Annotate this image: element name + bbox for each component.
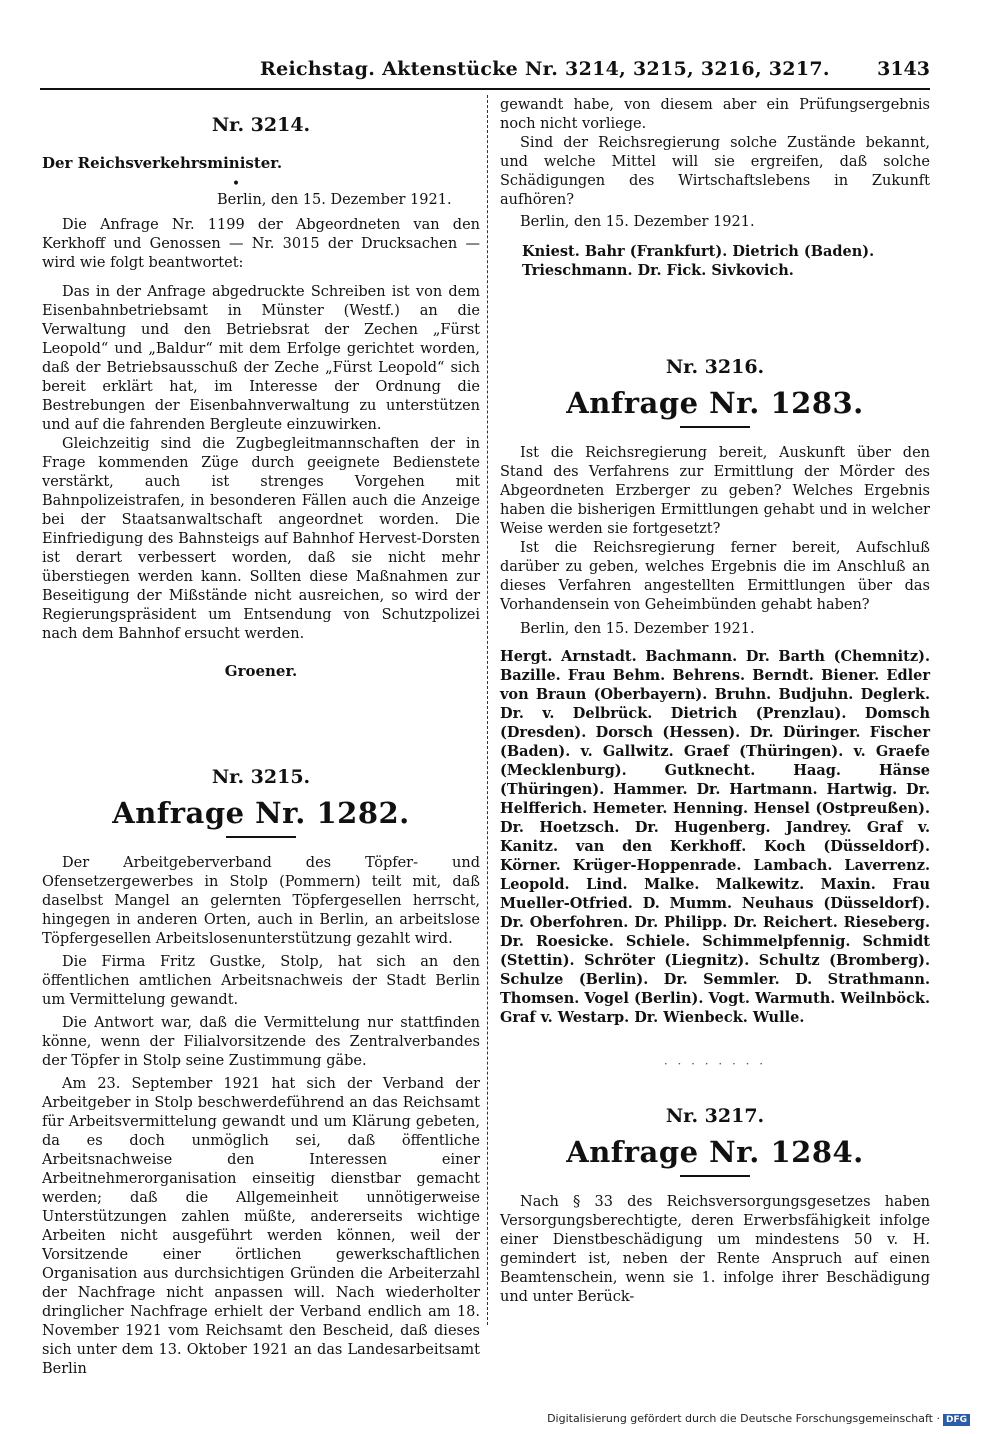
date-line: Berlin, den 15. Dezember 1921. (217, 192, 452, 208)
heading-rule (226, 836, 296, 838)
heading-nr-3214: Nr. 3214. (211, 114, 311, 136)
bullet-mark: • (231, 176, 241, 192)
intro-paragraph: Die Anfrage Nr. 1199 der Abgeordneten van den Kerkhoff und Genossen — Nr. 3015 der Drucksachen — wird wie folgt beantwortet: (42, 217, 480, 271)
heading-anfrage-1282: Anfrage Nr. 1282. (112, 796, 410, 830)
separator-dots: · · · · · · · · (663, 1057, 767, 1071)
header-title: Reichstag. Aktenstücke Nr. 3214, 3215, 3216, 3217. (260, 58, 830, 80)
heading-anfrage-1283: Anfrage Nr. 1283. (566, 386, 864, 420)
page-number: 3143 (877, 58, 930, 80)
continued-paragraph: gewandt habe, von diesem aber ein Prüfungsergebnis noch nicht vorliege. (500, 97, 930, 132)
question-paragraph-4: Am 23. September 1921 hat sich der Verband der Arbeitgeber in Stolp beschwerdeführend an das Reichsamt für Arbeitsvermittelung gewandt und um Klärung gebeten, da es doch unmöglich sei, daß öffentliche Arbeitsnachweise den Interessen einer Arbeitnehmerorganisation einseitig dienstbar gemacht werden; daß die Allgemeinheit unnötigerweise Unterstützungen zahlen müßte, andererseits wichtige Arbeiten nicht ausgeführt werden können, weil der Vorsitzende einer örtlichen gewerkschaftlichen Organisation aus durchsichtigen Gründen die Arbeiterzahl der Nachfrage nicht anpassen will. Nach wiederholter dringlicher Nachfrage erhielt der Verband endlich am 18. November 1921 vom Reichsamt den Bescheid, daß dieses sich unter dem 13. Oktober 1921 an das Landesarbeitsamt Berlin (42, 1076, 480, 1377)
dfg-logo: DFG (943, 1414, 970, 1426)
heading-rule (680, 426, 750, 428)
header-rule (40, 88, 930, 90)
signers-text: Hergt. Arnstadt. Bachmann. Dr. Barth (Chemnitz). Bazille. Frau Behm. Behrens. Berndt. Biener. Edler von Braun (Oberbayern). Bruhn. Budjuhn. Deglerk. Dr. v. Delbrück. Dietrich (Prenzlau). Domsch (Dresden). Dorsch (Hessen). Dr. Düringer. Fischer (Baden). v. Gallwitz. Graef (Thüringen). v. Graefe (Mecklenburg). Gutknecht. Haag. Hänse (Thüringen). Hammer. Dr. Hartmann. Hartwig. Dr. Helfferich. Hemeter. Henning. Hensel (Ostpreußen). Dr. Hoetzsch. Dr. Hugenberg. Jandrey. Graf v. Kanitz. van den Kerkhoff. Koch (Düsseldorf). Körner. Krüger-Hoppenrade. Lambach. Laverrenz. Leopold. Lind. Malke. Malkewitz. Maxin. Frau Mueller-Otfried. D. Mumm. Neuhaus (Düsseldorf). Dr. Oberfohren. Dr. Philipp. Dr. Reichert. Rieseberg. Dr. Roesicke. Schiele. Schimmelpfennig. Schmidt (Stettin). Schröter (Liegnitz). Schultz (Bromberg). Schulze (Berlin). Dr. Semmler. D. Strathmann. Thomsen. Vogel (Berlin). Vogt. Warmuth. Weilnböck. Graf v. Westarp. Dr. Wienbeck. Wulle. (500, 648, 930, 1026)
sender: Der Reichsverkehrsminister. (42, 154, 283, 172)
heading-anfrage-1284: Anfrage Nr. 1284. (566, 1135, 864, 1169)
question-paragraph-3: Die Antwort war, daß die Vermittelung nur stattfinden könne, wenn der Filialvorsitzende des Zentralverbandes der Töpfer in Stolp seine Zustimmung gäbe. (42, 1015, 480, 1069)
answer-paragraph-2: Gleichzeitig sind die Zugbegleitmannschaften der in Frage kommenden Züge durch geeignete Bedienstete verstärkt, auch ist strenges Vorgehen mit Bahnpolizeistrafen, in besonderen Fällen auch die Anzeige bei der Staatsanwaltschaft angeordnet worden. Die Einfriedigung des Bahnsteigs auf Bahnhof Hervest-Dorsten ist derart verbessert worden, daß sie nicht mehr überstiegen werden kann. Sollten diese Maßnahmen zur Beseitigung der Mißstände nicht ausreichen, so wird der Regierungspräsident um Entsendung von Schutzpolizei nach dem Bahnhof ersucht werden. (42, 436, 480, 642)
date-line: Berlin, den 15. Dezember 1921. (520, 621, 755, 637)
signers-list: Kniest. Bahr (Frankfurt). Dietrich (Baden). Trieschmann. Dr. Fick. Sivkovich. (522, 243, 875, 279)
signers-list (500, 647, 930, 1027)
left-column (42, 96, 480, 1379)
answer-paragraph-1: Das in der Anfrage abgedruckte Schreiben ist von dem Eisenbahnbetriebsamt in Münster (Westf.) an die Verwaltung und den Betriebsrat der Zechen „Fürst Leopold“ und „Baldur“ mit dem Erfolge gerichtet worden, daß der Betriebsausschuß der Zeche „Fürst Leopold“ sich bereit erklärt hat, im Interesse der Ordnung die Bestrebungen der Eisenbahnverwaltung zu unterstützen und auf die fahrenden Bergleute einzuwirken. (42, 284, 480, 433)
heading-nr-3216: Nr. 3216. (665, 356, 765, 378)
question-paragraph-2: Ist die Reichsregierung ferner bereit, Aufschluß darüber zu geben, welches Ergebnis die im Anschluß an dieses Verfahren angestellten Ermittlungen über das Vorhandensein von Geheimbünden gehabt haben? (500, 540, 930, 613)
question-paragraph-2: Die Firma Fritz Gustke, Stolp, hat sich an den öffentlichen amtlichen Arbeitsnachweis der Stadt Berlin um Vermittelung gewandt. (42, 954, 480, 1008)
date-line: Berlin, den 15. Dezember 1921. (520, 214, 755, 230)
heading-nr-3215: Nr. 3215. (211, 766, 311, 788)
page-header (40, 58, 930, 88)
heading-nr-3217: Nr. 3217. (665, 1105, 765, 1127)
signature: Groener. (224, 662, 298, 680)
question-paragraph-1: Nach § 33 des Reichsversorgungsgesetzes haben Versorgungsberechtigte, deren Erwerbsfähigkeit infolge einer Dienstbeschädigung um mindestens 50 v. H. gemindert ist, neben der Rente Anspruch auf einen Beamtenschein, wenn sie 1. infolge ihrer Beschädigung und unter Berück- (500, 1194, 930, 1305)
footer (547, 1412, 970, 1426)
column-divider (487, 95, 488, 1325)
question-closing: Sind der Reichsregierung solche Zustände bekannt, und welche Mittel will sie ergreifen, daß solche Schädigungen des Wirtschaftslebens in Zukunft aufhören? (500, 135, 930, 208)
question-paragraph-1: Der Arbeitgeberverband des Töpfer- und Ofensetzergewerbes in Stolp (Pommern) teilt mit, daß daselbst Mangel an gelernten Töpfergesellen herrscht, hingegen in anderen Orten, auch in Berlin, an arbeitslose Töpfergesellen Arbeitslosenunterstützung gezahlt wird. (42, 855, 480, 947)
footer-text: Digitalisierung gefördert durch die Deutsche Forschungsgemeinschaft · (547, 1412, 940, 1425)
right-column (500, 96, 930, 1307)
question-paragraph-1: Ist die Reichsregierung bereit, Auskunft über den Stand des Verfahrens zur Ermittlung der Mörder des Abgeordneten Erzberger zu geben? Welches Ergebnis haben die bisherigen Ermittlungen gehabt und in welcher Weise werden sie fortgesetzt? (500, 445, 930, 537)
heading-rule (680, 1175, 750, 1177)
